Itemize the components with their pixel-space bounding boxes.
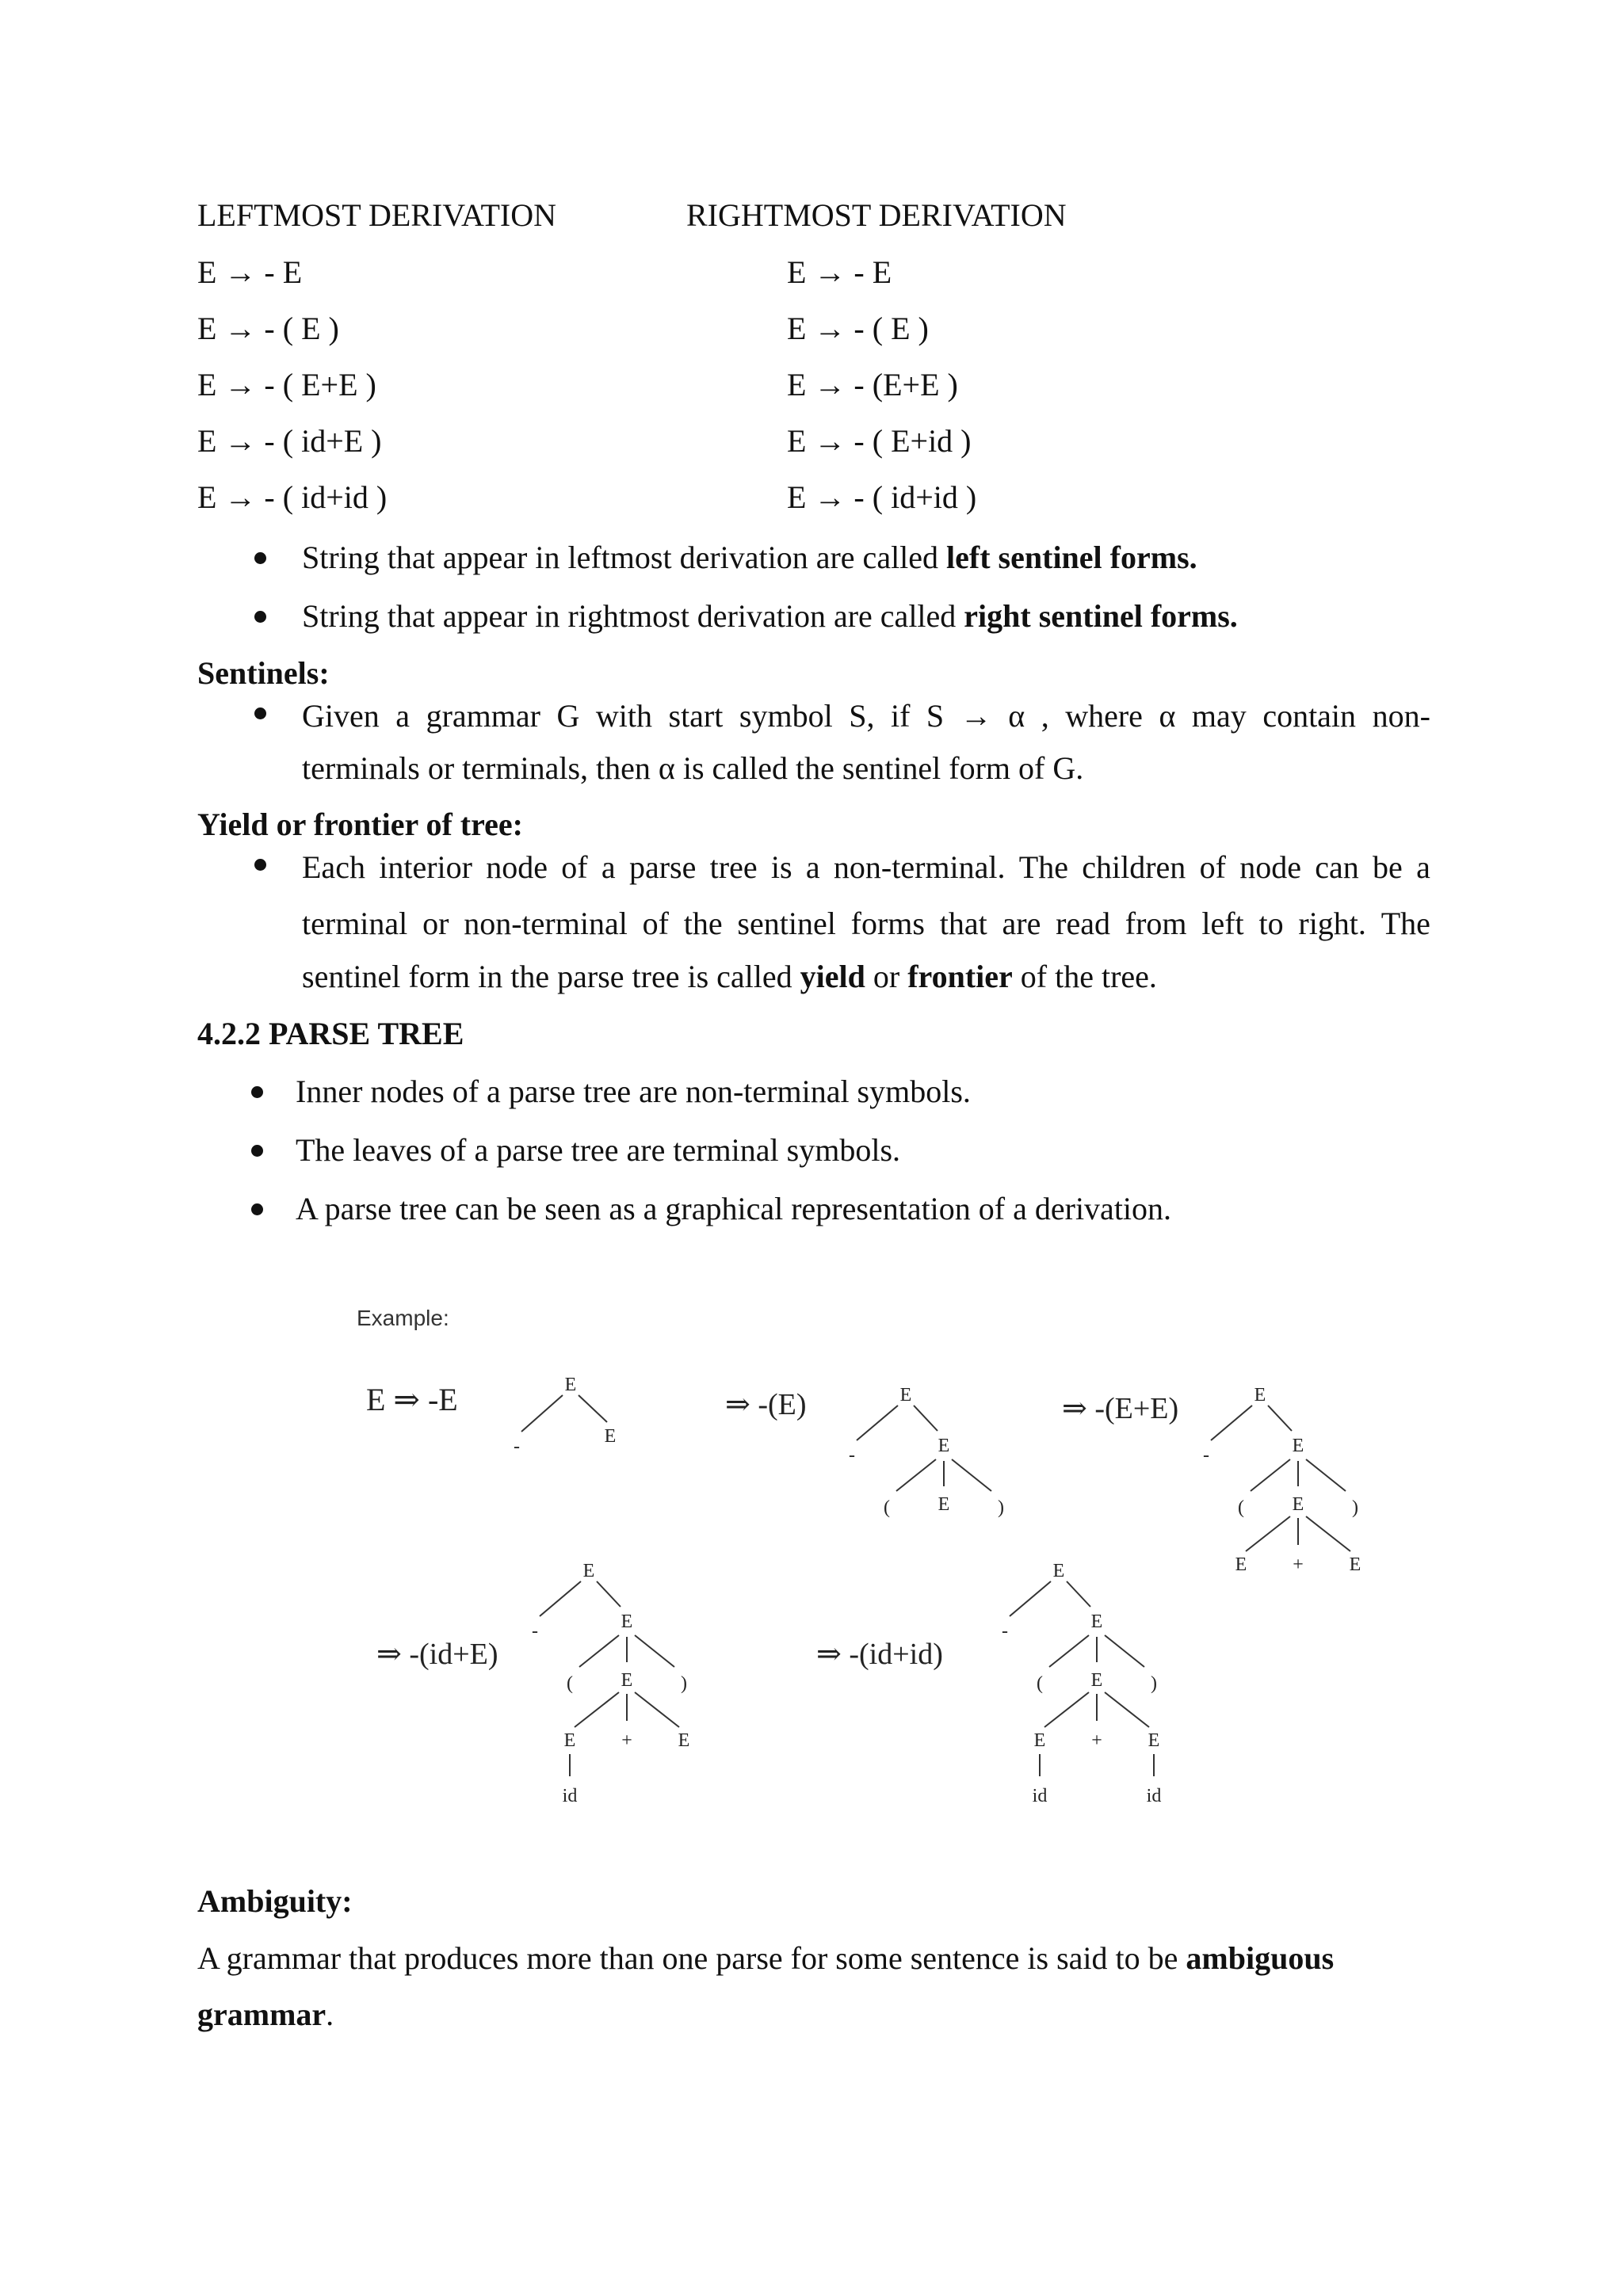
word: of — [561, 849, 588, 885]
sentinels-line-2: terminals or terminals, then α is called the sentinel form of G. — [302, 750, 1084, 786]
word: are — [1002, 906, 1041, 941]
tree-node: E — [1235, 1554, 1247, 1575]
yield-heading: Yield or frontier of tree: — [197, 807, 523, 842]
yield-line-1 — [302, 849, 1430, 886]
yield-line-2 — [302, 905, 1430, 942]
tree-node: - — [1203, 1445, 1209, 1466]
word: where — [1065, 698, 1143, 734]
word: α — [1159, 698, 1176, 734]
tree-node: E — [604, 1426, 617, 1447]
bullet-icon — [251, 1145, 263, 1157]
word: that — [939, 906, 987, 941]
word: can — [1315, 849, 1359, 885]
derivation-step: E ⇒ -E — [366, 1382, 458, 1417]
sentinels-line-1 — [302, 697, 1430, 734]
ambiguity-line-1: A grammar that produces more than one parse for some sentence is said to be ambiguous — [197, 1940, 1335, 1976]
tree-node: E — [1052, 1561, 1065, 1581]
tree-node: E — [564, 1375, 577, 1395]
word: The — [1018, 849, 1068, 885]
word: start — [668, 698, 724, 734]
word: non-terminal. — [833, 849, 1006, 885]
tree-edge — [1211, 1405, 1252, 1440]
word: a — [395, 698, 411, 734]
tree-edge — [1105, 1635, 1144, 1667]
tree-node: ( — [884, 1497, 890, 1518]
tree-node: ( — [1037, 1673, 1043, 1694]
sentinels-heading: Sentinels: — [197, 655, 330, 691]
tree-node: E — [938, 1494, 950, 1515]
derivation-step: ⇒ -(E+E) — [1062, 1392, 1179, 1425]
bullet-text: A parse tree can be seen as a graphical representation of a derivation. — [296, 1191, 1172, 1226]
tree-node: E — [1292, 1494, 1304, 1515]
word: children — [1082, 849, 1186, 885]
word: of — [1199, 849, 1226, 885]
word: contain — [1262, 698, 1357, 734]
right-step: E → - ( id+id ) — [787, 479, 977, 515]
tree-node: ( — [567, 1673, 573, 1694]
tree-edge — [1105, 1692, 1149, 1727]
word: Each — [302, 849, 365, 885]
tree-node: E — [1033, 1730, 1046, 1751]
word: node — [1239, 849, 1301, 885]
tree-edge — [1268, 1405, 1292, 1431]
rightmost-heading: RIGHTMOST DERIVATION — [686, 197, 1067, 233]
bullet-text: The leaves of a parse tree are terminal symbols. — [296, 1132, 901, 1168]
derivation-step: ⇒ -(E) — [725, 1388, 807, 1421]
word: G — [556, 698, 580, 734]
tree-edge — [521, 1395, 563, 1432]
tree-node: E — [1090, 1670, 1103, 1691]
left-step: E → - ( id+E ) — [197, 423, 382, 459]
tree-edge — [1067, 1581, 1090, 1607]
tree-node: - — [1002, 1621, 1008, 1642]
bullet-icon — [251, 1086, 263, 1098]
tree-node: E — [1349, 1554, 1361, 1575]
derivation-step: ⇒ -(id+E) — [376, 1638, 498, 1671]
tree-node: + — [1091, 1730, 1102, 1751]
word: forms — [850, 906, 925, 941]
word: α — [1008, 698, 1025, 734]
right-step: E → - ( E ) — [787, 311, 929, 346]
tree-edge — [540, 1581, 581, 1616]
word: The — [1381, 906, 1430, 941]
right-step: E → - ( E+id ) — [787, 423, 972, 459]
word: node — [486, 849, 548, 885]
tree-node: id — [1032, 1786, 1048, 1806]
derivation-step: ⇒ -(id+id) — [816, 1638, 943, 1671]
tree-edge — [635, 1635, 674, 1667]
word: Given — [302, 698, 380, 734]
tree-node: ) — [1352, 1497, 1358, 1518]
tree-node: - — [849, 1445, 855, 1466]
word: the — [683, 906, 723, 941]
bullet-text: Inner nodes of a parse tree are non-terminal symbols. — [296, 1074, 971, 1109]
tree-node: ) — [1151, 1673, 1157, 1694]
tree-node: E — [678, 1730, 690, 1751]
leftmost-heading: LEFTMOST DERIVATION — [197, 197, 556, 233]
word: or — [422, 906, 449, 941]
tree-node: E — [621, 1670, 633, 1691]
ambiguity-heading: Ambiguity: — [197, 1883, 353, 1919]
tree-edge — [635, 1692, 679, 1727]
tree-edge — [896, 1459, 936, 1491]
word: from — [1125, 906, 1187, 941]
bullet-icon — [254, 552, 266, 564]
tree-node: E — [582, 1561, 595, 1581]
tree-edge — [575, 1692, 619, 1727]
example-label: Example: — [357, 1306, 449, 1330]
right-step: E → - (E+E ) — [787, 367, 958, 402]
word: be — [1373, 849, 1403, 885]
tree-node: + — [621, 1730, 632, 1751]
tree-node: E — [899, 1385, 912, 1405]
ambiguity-line-2: grammar. — [197, 1997, 334, 2032]
bullet-icon — [254, 611, 266, 623]
word: if — [890, 698, 911, 734]
tree-node: id — [562, 1786, 578, 1806]
word: a — [805, 849, 820, 885]
tree-edge — [1251, 1459, 1290, 1491]
word: with — [595, 698, 652, 734]
word: left — [1201, 906, 1244, 941]
word: , — [1041, 698, 1049, 734]
tree-edge — [1306, 1459, 1346, 1491]
word: → — [960, 698, 992, 734]
word: tree — [709, 849, 758, 885]
tree-edge — [1306, 1516, 1350, 1551]
yield-line-3: sentinel form in the parse tree is called yield or frontier of the tree. — [302, 959, 1157, 994]
bullet-icon — [254, 859, 266, 871]
tree-node: E — [1254, 1385, 1266, 1405]
word: a — [601, 849, 616, 885]
tree-node: E — [938, 1436, 950, 1456]
tree-edge — [597, 1581, 621, 1607]
word: symbol — [739, 698, 833, 734]
tree-edge — [1246, 1516, 1290, 1551]
word: is — [770, 849, 792, 885]
tree-edge — [1010, 1581, 1051, 1616]
left-step: E → - ( E+E ) — [197, 367, 376, 402]
tree-edge — [579, 1635, 619, 1667]
tree-node: E — [1148, 1730, 1160, 1751]
word: S, — [849, 698, 875, 734]
word: interior — [379, 849, 472, 885]
left-step: E → - ( id+id ) — [197, 479, 388, 515]
tree-node: id — [1146, 1786, 1162, 1806]
tree-node: E — [621, 1611, 633, 1632]
word: of — [642, 906, 669, 941]
tree-node: E — [1090, 1611, 1103, 1632]
tree-edge — [1044, 1692, 1089, 1727]
tree-node: ) — [681, 1673, 687, 1694]
word: grammar — [426, 698, 540, 734]
bullet-icon — [251, 1203, 263, 1215]
word: terminal — [302, 906, 408, 941]
word: non-terminal — [464, 906, 628, 941]
tree-edge — [914, 1405, 938, 1431]
word: a — [1416, 849, 1430, 885]
word: non- — [1372, 698, 1430, 734]
word: parse — [628, 849, 697, 885]
tree-node: ( — [1238, 1497, 1244, 1518]
tree-node: E — [1292, 1436, 1304, 1456]
tree-edge — [1049, 1635, 1089, 1667]
tree-node: + — [1293, 1554, 1304, 1575]
left-step: E → - E — [197, 254, 303, 290]
word: S — [926, 698, 945, 734]
tree-edge — [857, 1405, 898, 1440]
bullet-text: String that appear in rightmost derivation are called right sentinel forms. — [302, 598, 1238, 634]
parse-tree-example-figure — [349, 1295, 1426, 1834]
tree-edge — [579, 1395, 607, 1422]
word: sentinel — [737, 906, 836, 941]
bullet-text: String that appear in leftmost derivation are called left sentinel forms. — [302, 540, 1197, 575]
word: to — [1258, 906, 1284, 941]
word: may — [1191, 698, 1247, 734]
parse-tree-heading: 4.2.2 PARSE TREE — [197, 1016, 464, 1051]
word: read — [1056, 906, 1110, 941]
tree-node: ) — [998, 1497, 1004, 1518]
word: right. — [1298, 906, 1366, 941]
tree-edge — [952, 1459, 991, 1491]
bullet-icon — [254, 707, 266, 719]
right-step: E → - E — [787, 254, 892, 290]
left-step: E → - ( E ) — [197, 311, 339, 346]
tree-node: E — [563, 1730, 576, 1751]
tree-node: - — [532, 1621, 538, 1642]
tree-node: - — [514, 1436, 520, 1457]
